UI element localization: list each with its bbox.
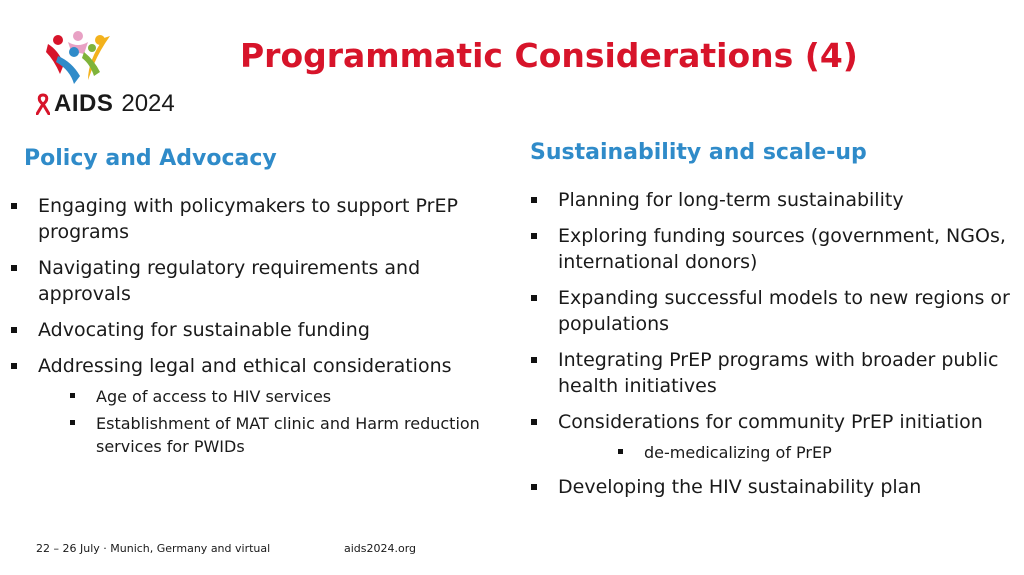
list-item-text: Engaging with policymakers to support PrEP programs (38, 195, 458, 243)
list-item-text: Developing the HIV sustainability plan (558, 476, 922, 498)
list-item (10, 193, 500, 245)
list-item-text: Advocating for sustainable funding (38, 319, 370, 341)
list-item-text: Expanding successful models to new regions or populations (558, 287, 1010, 335)
sustainability-heading: Sustainability and scale-up (530, 140, 867, 165)
sub-list-item: Establishment of MAT clinic and Harm reduction services for PWIDs (38, 412, 500, 458)
list-item (530, 474, 1020, 500)
list-item-text: Navigating regulatory requirements and approvals (38, 257, 421, 305)
people-figures-icon (44, 30, 114, 88)
list-item (10, 255, 500, 307)
list-item (10, 317, 500, 343)
list-item-text: Integrating PrEP programs with broader public health initiatives (558, 349, 999, 397)
list-item (530, 347, 1020, 399)
list-item-text: Considerations for community PrEP initiation (558, 411, 983, 433)
aids-wordmark (36, 90, 175, 118)
slide-title: Programmatic Considerations (4) (240, 36, 858, 75)
list-item-text: Addressing legal and ethical considerations (38, 355, 452, 377)
logo-aids-text: AIDS (54, 90, 114, 117)
sub-list (38, 385, 500, 458)
list-item-text: Planning for long-term sustainability (558, 189, 904, 211)
policy-advocacy-heading: Policy and Advocacy (24, 146, 277, 171)
red-ribbon-icon (36, 93, 50, 115)
sub-list-item: de-medicalizing of PrEP (558, 441, 1020, 464)
footer-url: aids2024.org (344, 542, 417, 555)
policy-advocacy-column (10, 146, 500, 468)
list-item (530, 285, 1020, 337)
footer-event-info: 22 – 26 July · Munich, Germany and virtual (36, 542, 271, 555)
sub-list (558, 441, 1020, 464)
list-item (530, 187, 1020, 213)
aids-2024-logo (36, 30, 186, 120)
logo-year-text: 2024 (121, 90, 175, 117)
sub-list-item: Age of access to HIV services (38, 385, 500, 408)
sustainability-list (530, 187, 1020, 500)
list-item (530, 223, 1020, 275)
policy-advocacy-list (10, 193, 500, 458)
sustainability-column (530, 140, 1020, 510)
list-item-text: Exploring funding sources (government, NGOs, international donors) (558, 225, 1006, 273)
list-item (530, 409, 1020, 464)
list-item (10, 353, 500, 458)
